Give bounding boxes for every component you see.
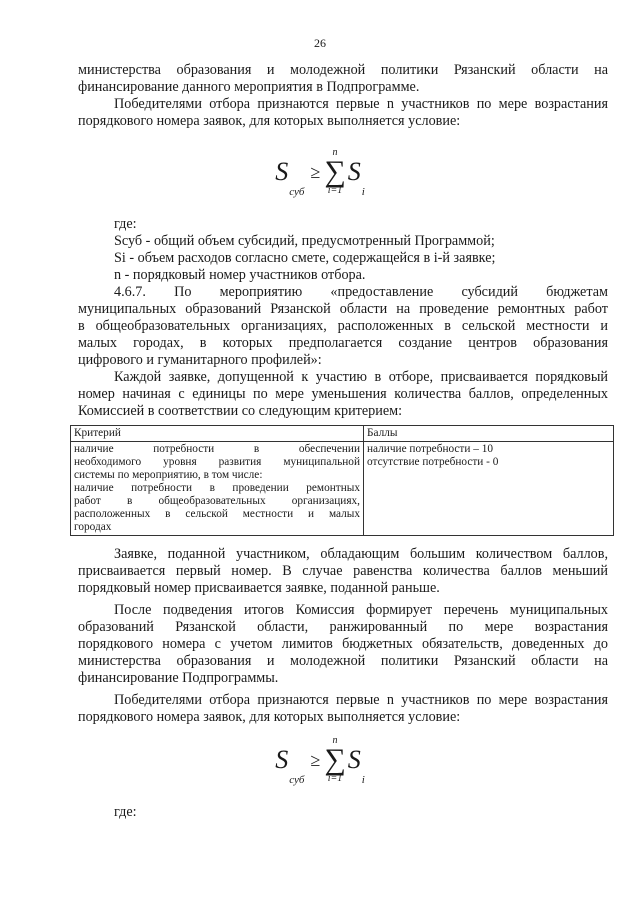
paragraph-line: порядковый номер присваивается заявке, поданной раньше. <box>78 580 440 596</box>
text-block-ranking <box>78 546 608 726</box>
paragraph-line: номер начиная с единицы по мере уменьшения количества баллов, определенных <box>78 386 608 402</box>
cell-line: наличие потребности – 10 <box>367 443 494 455</box>
criteria-table <box>70 425 614 536</box>
paragraph-line: Каждой заявке, допущенной к участию в отборе, присваивается порядковый <box>114 369 608 385</box>
table-cell-points <box>364 442 614 536</box>
text-block-intro <box>78 62 608 130</box>
cell-line: отсутствие потребности - 0 <box>367 456 499 468</box>
paragraph-line: Sсуб - общий объем субсидий, предусмотренный Программой; <box>114 233 495 249</box>
text-block-where <box>78 804 608 821</box>
cell-line: работ в общеобразовательных организациях, <box>74 495 360 507</box>
cell-line: наличие потребности в проведении ремонтных <box>74 482 360 494</box>
table-row <box>71 442 614 536</box>
paragraph-line: образований Рязанской области, ранжированный по мере возрастания <box>78 619 608 635</box>
paragraph-line: где: <box>114 216 137 232</box>
sum-upper-limit: n <box>332 735 338 746</box>
formula-condition <box>0 140 640 204</box>
paragraph-line: Победителями отбора признаются первые n участников по мере возрастания <box>114 96 608 112</box>
table-header-criterion: Критерий <box>71 426 364 442</box>
paragraph-line: финансирование данного мероприятия в Подпрограмме. <box>78 79 420 95</box>
paragraph-line: 4.6.7. По мероприятию «предоставление субсидий бюджетам <box>114 284 608 300</box>
table-header-row <box>71 426 614 442</box>
paragraph-line: Комиссией в соответствии со следующим критерием: <box>78 403 403 419</box>
formula-operator: ≥ <box>310 749 321 770</box>
formula-subscript: суб <box>289 186 305 198</box>
sum-lower-limit: i=1 <box>327 185 343 196</box>
cell-line: наличие потребности в обеспечении <box>74 443 360 455</box>
formula-subscript: i <box>361 186 365 198</box>
cell-line: расположенных в сельской местности и малых <box>74 508 360 520</box>
paragraph-line: цифрового и гуманитарного профилей»: <box>78 352 322 368</box>
cell-line: системы по мероприятию, в том числе: <box>74 469 263 481</box>
sum-symbol <box>324 736 345 784</box>
formula-condition <box>0 728 640 792</box>
formula-symbol: S <box>275 745 289 774</box>
paragraph-line: финансирование Подпрограммы. <box>78 670 279 686</box>
paragraph-line: малых городах, в которых предполагается создание центров образования <box>78 335 608 351</box>
sum-lower-limit: i=1 <box>327 773 343 784</box>
paragraph-line: присваивается первый номер. В случае равенства количества баллов меньший <box>78 563 608 579</box>
formula-subscript: i <box>361 774 365 786</box>
paragraph-line: После подведения итогов Комиссия формирует перечень муниципальных <box>114 602 608 618</box>
formula-symbol: S <box>347 157 361 186</box>
text-block-definitions <box>78 216 608 420</box>
paragraph-line: Победителями отбора признаются первые n участников по мере возрастания <box>114 692 608 708</box>
sigma-icon: ∑ <box>324 155 346 188</box>
sigma-icon: ∑ <box>324 743 346 776</box>
paragraph-line: муниципальных образований Рязанской области на проведение ремонтных работ <box>78 301 608 317</box>
paragraph-line: где: <box>114 804 137 820</box>
paragraph-line: порядкового номера заявок, для которых выполняется условие: <box>78 709 461 725</box>
paragraph-line: Si - объем расходов согласно смете, содержащейся в i-й заявке; <box>114 250 496 266</box>
paragraph-line: в общеобразовательных организациях, расположенных в сельской местности и <box>78 318 608 334</box>
table-header-points: Баллы <box>364 426 614 442</box>
formula-operator: ≥ <box>310 161 321 182</box>
paragraph-line: Заявке, поданной участником, обладающим большим количеством баллов, <box>114 546 608 562</box>
cell-line: необходимого уровня развития муниципальной <box>74 456 360 468</box>
paragraph-line: министерства образования и молодежной политики Рязанский области на <box>78 62 608 78</box>
formula-symbol: S <box>275 157 289 186</box>
paragraph-line: министерства образования и молодежной политики Рязанский области на <box>78 653 608 669</box>
sum-symbol <box>324 148 345 196</box>
cell-line: городах <box>74 521 112 533</box>
paragraph-line: порядкового номера с учетом лимитов бюджетных обязательств, доведенных до <box>78 636 608 652</box>
page-number: 26 <box>314 36 326 50</box>
formula-symbol: S <box>347 745 361 774</box>
paragraph-line: порядкового номера заявок, для которых выполняется условие: <box>78 113 461 129</box>
formula-subscript: суб <box>289 774 305 786</box>
table-cell-criterion <box>71 442 364 536</box>
paragraph-line: n - порядковый номер участников отбора. <box>114 267 366 283</box>
sum-upper-limit: n <box>332 147 338 158</box>
